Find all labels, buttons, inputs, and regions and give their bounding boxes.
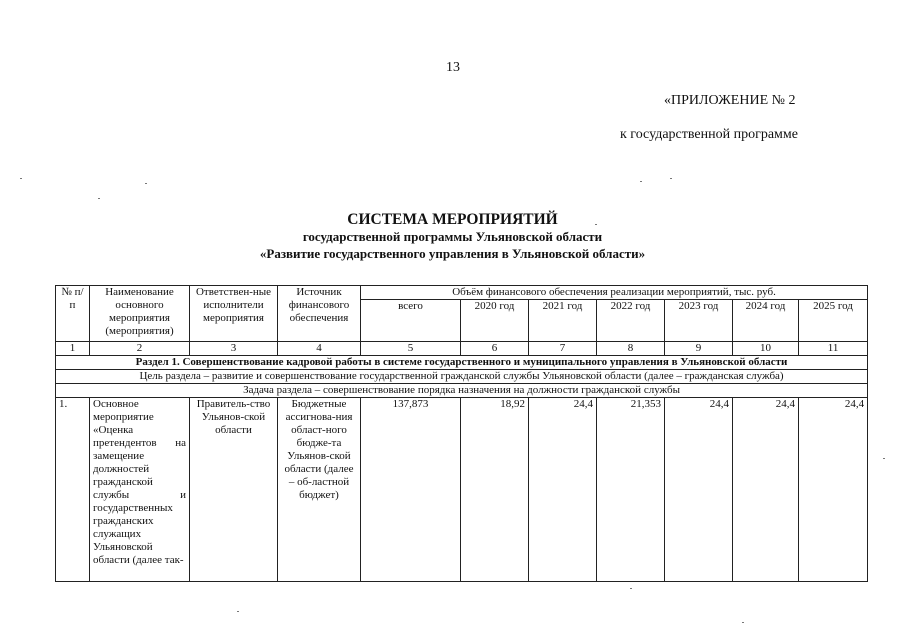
header-exec: Ответствен-ные исполнители мероприятия (190, 286, 278, 342)
section-task: Задача раздела – совершенствование порядка назначения на должности гражданской службы (56, 384, 868, 398)
header-year-2020: 2020 год (461, 300, 529, 342)
scan-speck (20, 178, 22, 179)
scan-speck (237, 611, 239, 612)
header-no: № п/п (56, 286, 90, 342)
scan-speck (595, 224, 597, 225)
column-number: 10 (733, 342, 799, 356)
row-2021: 24,4 (529, 398, 597, 582)
table-row (56, 398, 868, 582)
task-row (56, 384, 868, 398)
document-title (0, 211, 905, 262)
row-2025: 24,4 (799, 398, 868, 582)
header-finance-group: Объём финансового обеспечения реализации мероприятий, тыс. руб. (361, 286, 868, 300)
column-number: 9 (665, 342, 733, 356)
scan-speck (98, 198, 100, 199)
column-number: 4 (278, 342, 361, 356)
scan-speck (670, 178, 672, 179)
scan-speck (640, 181, 642, 182)
appendix-label: «ПРИЛОЖЕНИЕ № 2 (664, 93, 796, 108)
header-source: Источник финансового обеспечения (278, 286, 361, 342)
section-row (56, 356, 868, 370)
row-source: Бюджетные ассигнова-ния област-ного бюдже-та Ульянов-ской области (далее – об-ластной бюджет) (278, 398, 361, 582)
column-number: 7 (529, 342, 597, 356)
row-2020: 18,92 (461, 398, 529, 582)
header-year-2024: 2024 год (733, 300, 799, 342)
row-2024: 24,4 (733, 398, 799, 582)
row-total: 137,873 (361, 398, 461, 582)
header-total: всего (361, 300, 461, 342)
scan-speck (630, 588, 632, 589)
scan-speck (883, 458, 885, 459)
column-number-row (56, 342, 868, 356)
measures-table (55, 285, 868, 582)
column-number: 3 (190, 342, 278, 356)
scan-speck (145, 183, 147, 184)
column-number: 6 (461, 342, 529, 356)
section-title: Раздел 1. Совершенствование кадровой работы в системе государственного и муниципального управления в Ульяновской области (56, 356, 868, 370)
row-2023: 24,4 (665, 398, 733, 582)
page-number: 13 (446, 60, 460, 75)
title-line-3: «Развитие государственного управления в Ульяновской области» (259, 246, 646, 261)
header-year-2025: 2025 год (799, 300, 868, 342)
header-year-2021: 2021 год (529, 300, 597, 342)
column-number: 2 (90, 342, 190, 356)
appendix-subtitle: к государственной программе (620, 127, 798, 142)
title-line-2: государственной программы Ульяновской области (302, 229, 603, 244)
column-number: 1 (56, 342, 90, 356)
column-number: 5 (361, 342, 461, 356)
row-exec: Правитель-ство Ульянов-ской области (190, 398, 278, 582)
section-goal: Цель раздела – развитие и совершенствование государственной гражданской службы Ульяновской области (далее – гражданская служба) (56, 370, 868, 384)
scan-speck (742, 622, 744, 623)
row-no: 1. (56, 398, 90, 582)
header-name: Наименование основного мероприятия (мероприятия) (90, 286, 190, 342)
header-year-2022: 2022 год (597, 300, 665, 342)
row-2022: 21,353 (597, 398, 665, 582)
header-year-2023: 2023 год (665, 300, 733, 342)
column-number: 8 (597, 342, 665, 356)
title-line-1: СИСТЕМА МЕРОПРИЯТИЙ (347, 211, 558, 228)
column-number: 11 (799, 342, 868, 356)
header-row-1 (56, 286, 868, 300)
row-name: Основное мероприятие «Оценка претендентов на замещение должностей гражданской службы и государственных гражданских служащих Ульяновской области (далее так- (90, 398, 190, 582)
goal-row (56, 370, 868, 384)
